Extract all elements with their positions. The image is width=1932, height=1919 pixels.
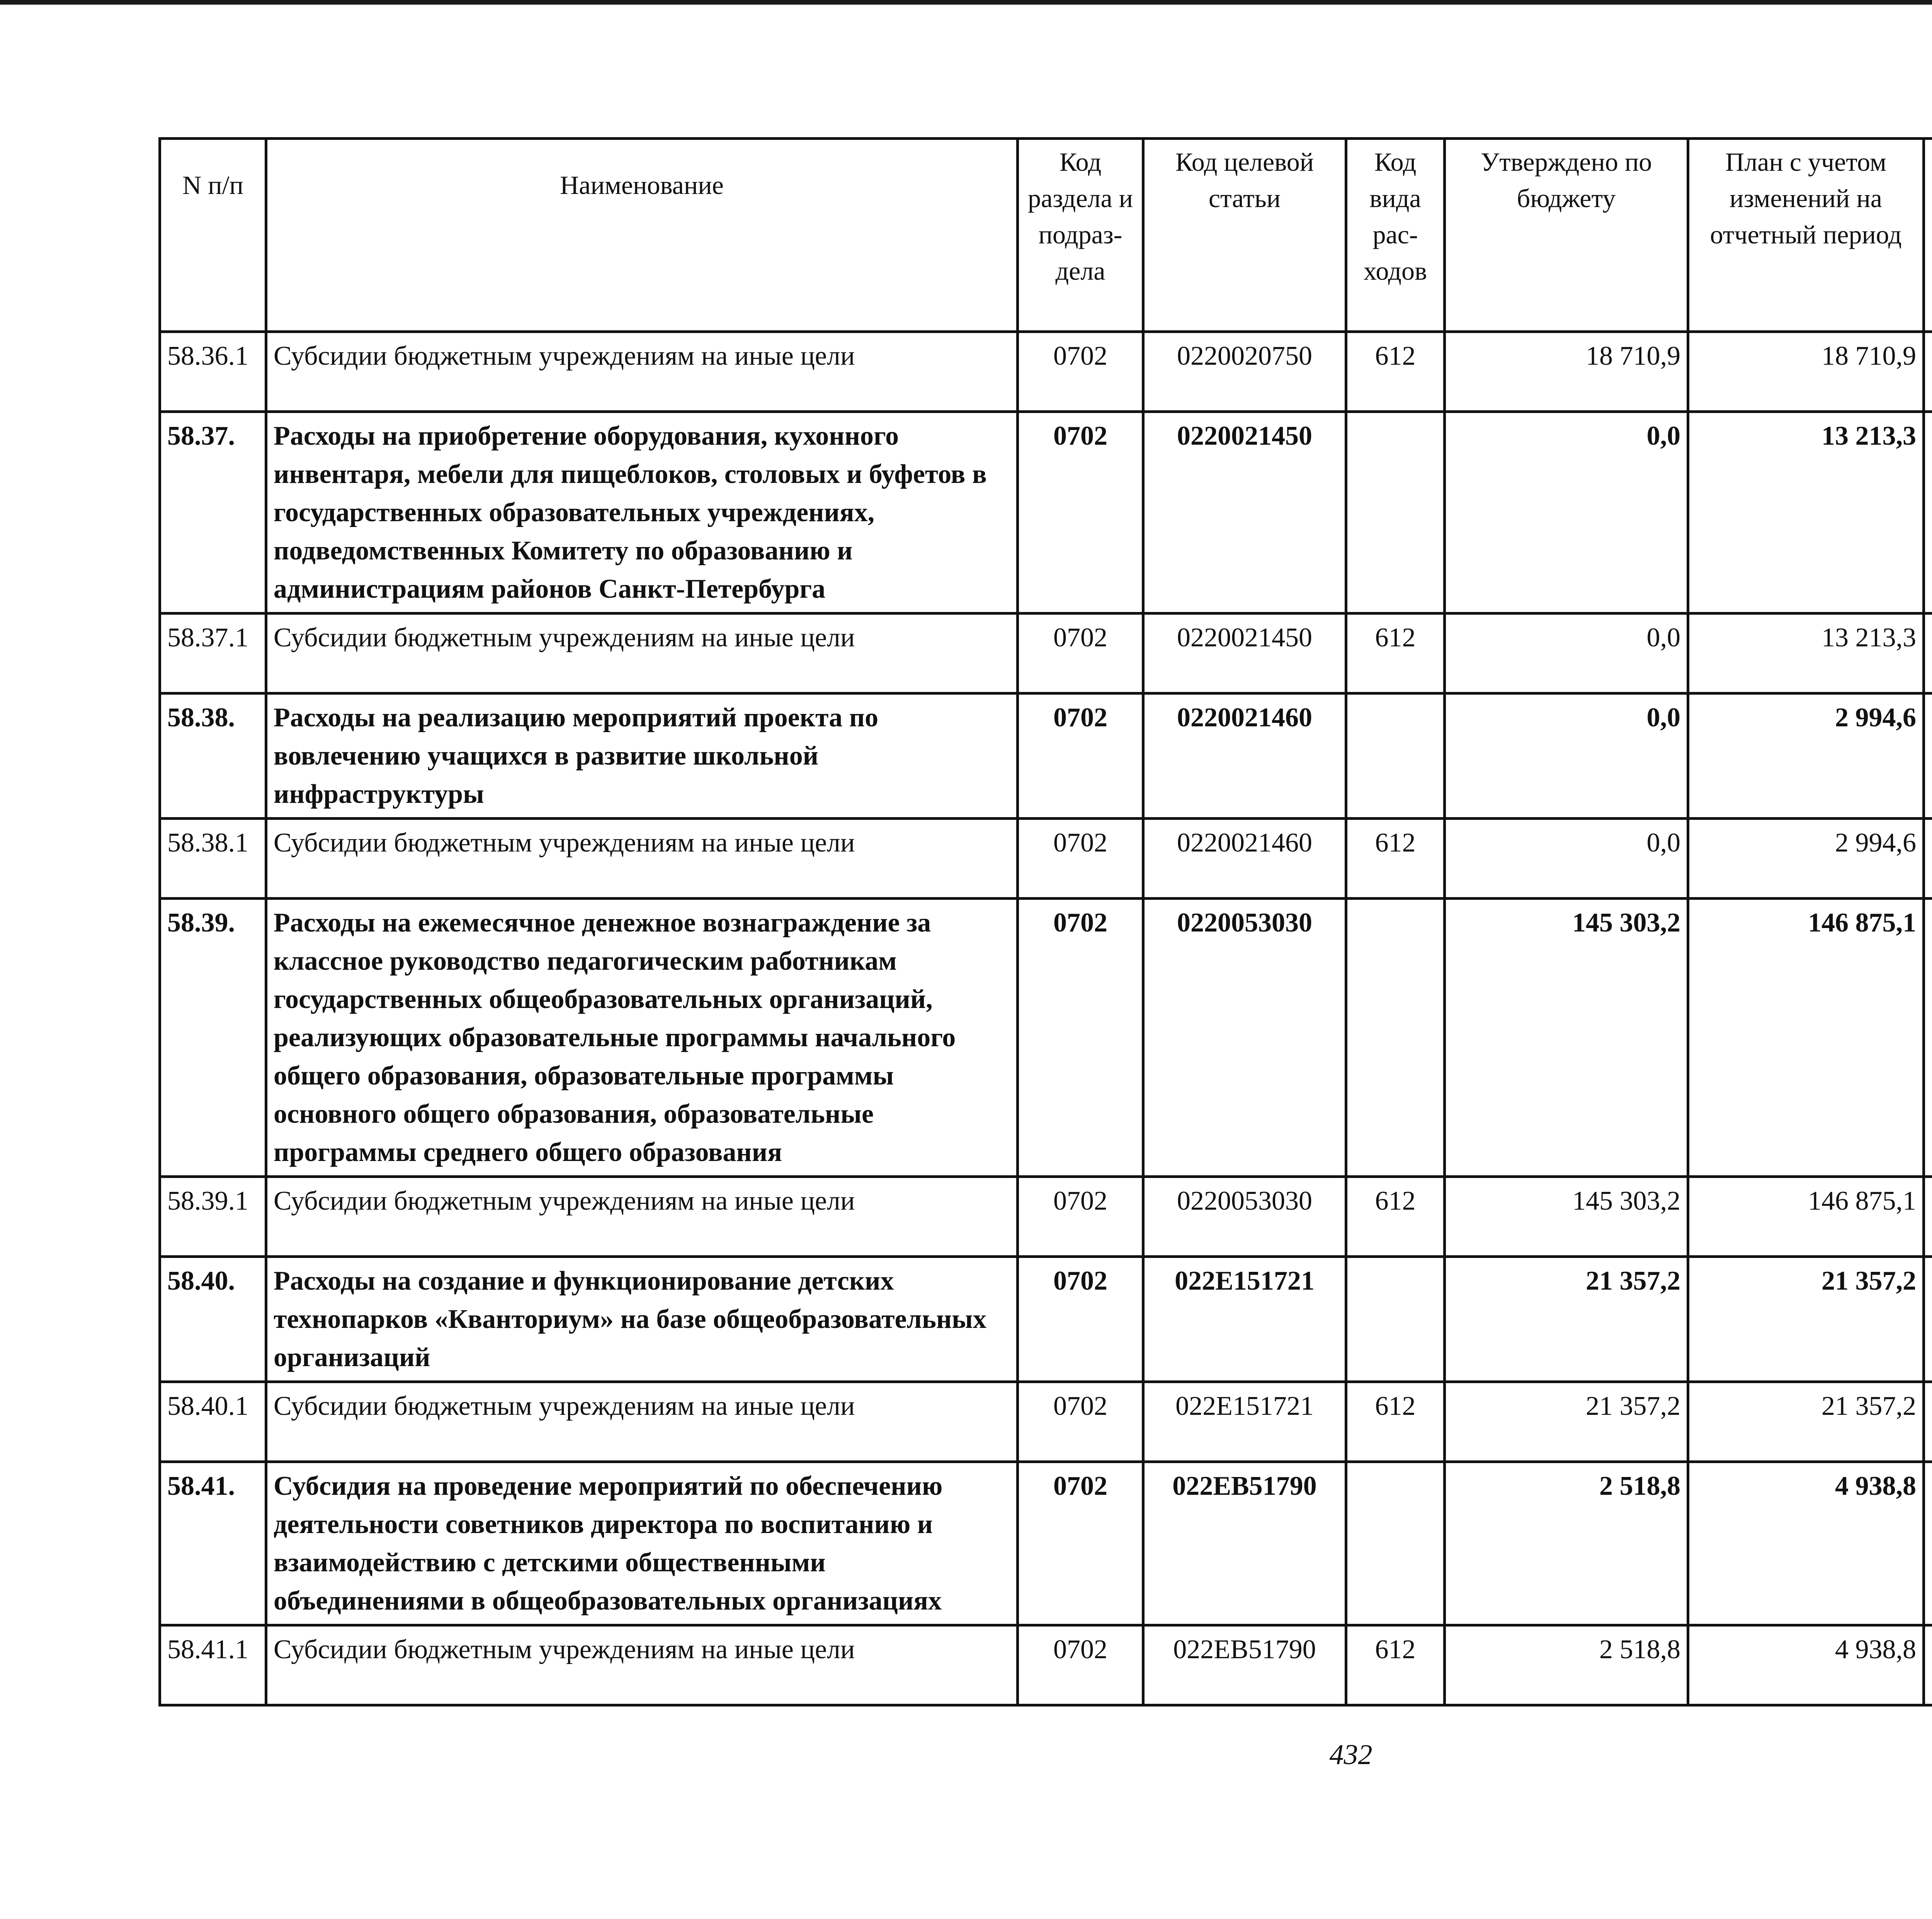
row-number-cell: 58.41. [160, 1462, 266, 1625]
target-code-cell: 022E151721 [1143, 1257, 1346, 1382]
header-target-code: Код целевой статьи [1143, 139, 1346, 332]
table-row [160, 1625, 1932, 1705]
header-approved: Утверждено по бюджету [1445, 139, 1688, 332]
plan-amount-cell: 18 710,9 [1688, 332, 1924, 412]
header-executed [1924, 139, 1932, 332]
target-code-cell: 0220021460 [1143, 819, 1346, 899]
row-name-cell: Расходы на ежемесячное денежное вознаграждение за классное руководство педагогическим работникам государственных общеобразовательных организаций, реализующих образовательные программы начального общего образования, образовательные программы основного общего образования, образовательные программы среднего общего образования [266, 899, 1018, 1177]
row-number-cell: 58.36.1 [160, 332, 266, 412]
approved-amount-cell: 145 303,2 [1445, 899, 1688, 1177]
budget-table-sheet [158, 137, 1932, 1707]
target-code-cell: 022EB51790 [1143, 1462, 1346, 1625]
plan-amount-cell: 21 357,2 [1688, 1382, 1924, 1462]
table-row-section [160, 899, 1932, 1177]
row-name-cell: Расходы на реализацию мероприятий проекта по вовлечению учащихся в развитие школьной инфраструктуры [266, 693, 1018, 819]
approved-amount-cell: 145 303,2 [1445, 1177, 1688, 1257]
target-code-cell: 0220021450 [1143, 614, 1346, 693]
row-name-cell: Субсидии бюджетным учреждениям на иные цели [266, 614, 1018, 693]
plan-amount-cell: 2 994,6 [1688, 693, 1924, 819]
executed-amount-cell [1924, 412, 1932, 614]
row-name-cell: Расходы на создание и функционирование детских технопарков «Кванториум» на базе общеобразовательных организаций [266, 1257, 1018, 1382]
executed-amount-cell [1924, 332, 1932, 412]
table-body [160, 332, 1932, 1705]
expense-code-cell [1346, 1462, 1445, 1625]
table-row-section [160, 693, 1932, 819]
scan-top-edge [0, 0, 1932, 5]
target-code-cell: 022E151721 [1143, 1382, 1346, 1462]
expense-code-cell [1346, 412, 1445, 614]
header-name: Наименование [266, 139, 1018, 332]
row-number-cell: 58.38.1 [160, 819, 266, 899]
budget-execution-table [158, 137, 1932, 1707]
plan-amount-cell: 21 357,2 [1688, 1257, 1924, 1382]
section-code-cell: 0702 [1018, 332, 1143, 412]
row-name-cell: Субсидии бюджетным учреждениям на иные цели [266, 1625, 1018, 1705]
approved-amount-cell: 21 357,2 [1445, 1382, 1688, 1462]
row-name-cell: Субсидии бюджетным учреждениям на иные цели [266, 1177, 1018, 1257]
plan-amount-cell: 13 213,3 [1688, 412, 1924, 614]
executed-amount-cell [1924, 1462, 1932, 1625]
expense-code-cell: 612 [1346, 332, 1445, 412]
plan-amount-cell: 146 875,1 [1688, 1177, 1924, 1257]
header-plan: План с учетом изменений на отчетный период [1688, 139, 1924, 332]
section-code-cell: 0702 [1018, 1382, 1143, 1462]
expense-code-cell: 612 [1346, 1177, 1445, 1257]
table-row [160, 1177, 1932, 1257]
target-code-cell: 0220053030 [1143, 899, 1346, 1177]
approved-amount-cell: 0,0 [1445, 693, 1688, 819]
approved-amount-cell: 21 357,2 [1445, 1257, 1688, 1382]
executed-amount-cell [1924, 819, 1932, 899]
expense-code-cell [1346, 899, 1445, 1177]
table-row-section [160, 1462, 1932, 1625]
executed-amount-cell [1924, 1625, 1932, 1705]
section-code-cell: 0702 [1018, 819, 1143, 899]
target-code-cell: 0220021450 [1143, 412, 1346, 614]
target-code-cell: 0220053030 [1143, 1177, 1346, 1257]
row-number-cell: 58.40. [160, 1257, 266, 1382]
section-code-cell: 0702 [1018, 1625, 1143, 1705]
approved-amount-cell: 0,0 [1445, 412, 1688, 614]
section-code-cell: 0702 [1018, 1462, 1143, 1625]
expense-code-cell: 612 [1346, 819, 1445, 899]
table-row-section [160, 1257, 1932, 1382]
target-code-cell: 022EB51790 [1143, 1625, 1346, 1705]
row-number-cell: 58.40.1 [160, 1382, 266, 1462]
table-row [160, 614, 1932, 693]
row-number-cell: 58.41.1 [160, 1625, 266, 1705]
expense-code-cell [1346, 693, 1445, 819]
header-section-code: Код раздела и подраз-дела [1018, 139, 1143, 332]
executed-amount-cell [1924, 614, 1932, 693]
section-code-cell: 0702 [1018, 1257, 1143, 1382]
executed-amount-cell [1924, 899, 1932, 1177]
row-number-cell: 58.38. [160, 693, 266, 819]
approved-amount-cell: 2 518,8 [1445, 1625, 1688, 1705]
plan-amount-cell: 13 213,3 [1688, 614, 1924, 693]
row-name-cell: Субсидия на проведение мероприятий по обеспечению деятельности советников директора по воспитанию и взаимодействию с детскими общественными объединениями в общеобразовательных организациях [266, 1462, 1018, 1625]
row-number-cell: 58.39. [160, 899, 266, 1177]
table-row [160, 1382, 1932, 1462]
row-name-cell: Субсидии бюджетным учреждениям на иные цели [266, 332, 1018, 412]
table-header [160, 139, 1932, 332]
header-expense-code: Код вида рас-ходов [1346, 139, 1445, 332]
row-name-cell: Субсидии бюджетным учреждениям на иные цели [266, 1382, 1018, 1462]
expense-code-cell: 612 [1346, 614, 1445, 693]
plan-amount-cell: 146 875,1 [1688, 899, 1924, 1177]
row-number-cell: 58.37.1 [160, 614, 266, 693]
plan-amount-cell: 4 938,8 [1688, 1462, 1924, 1625]
expense-code-cell: 612 [1346, 1625, 1445, 1705]
executed-amount-cell [1924, 1382, 1932, 1462]
row-name-cell: Расходы на приобретение оборудования, кухонного инвентаря, мебели для пищеблоков, столовых и буфетов в государственных образовательных учреждениях, подведомственных Комитету по образованию и администрациям районов Санкт-Петербурга [266, 412, 1018, 614]
target-code-cell: 0220021460 [1143, 693, 1346, 819]
plan-amount-cell: 4 938,8 [1688, 1625, 1924, 1705]
header-num: N п/п [160, 139, 266, 332]
approved-amount-cell: 2 518,8 [1445, 1462, 1688, 1625]
page-number: 432 [1329, 1739, 1372, 1771]
approved-amount-cell: 0,0 [1445, 819, 1688, 899]
section-code-cell: 0702 [1018, 614, 1143, 693]
plan-amount-cell: 2 994,6 [1688, 819, 1924, 899]
section-code-cell: 0702 [1018, 693, 1143, 819]
expense-code-cell: 612 [1346, 1382, 1445, 1462]
executed-amount-cell [1924, 693, 1932, 819]
row-number-cell: 58.37. [160, 412, 266, 614]
expense-code-cell [1346, 1257, 1445, 1382]
table-row-section [160, 412, 1932, 614]
row-name-cell: Субсидии бюджетным учреждениям на иные цели [266, 819, 1018, 899]
table-row [160, 332, 1932, 412]
executed-amount-cell [1924, 1257, 1932, 1382]
table-row [160, 819, 1932, 899]
row-number-cell: 58.39.1 [160, 1177, 266, 1257]
section-code-cell: 0702 [1018, 412, 1143, 614]
target-code-cell: 0220020750 [1143, 332, 1346, 412]
executed-amount-cell [1924, 1177, 1932, 1257]
section-code-cell: 0702 [1018, 1177, 1143, 1257]
approved-amount-cell: 0,0 [1445, 614, 1688, 693]
approved-amount-cell: 18 710,9 [1445, 332, 1688, 412]
section-code-cell: 0702 [1018, 899, 1143, 1177]
